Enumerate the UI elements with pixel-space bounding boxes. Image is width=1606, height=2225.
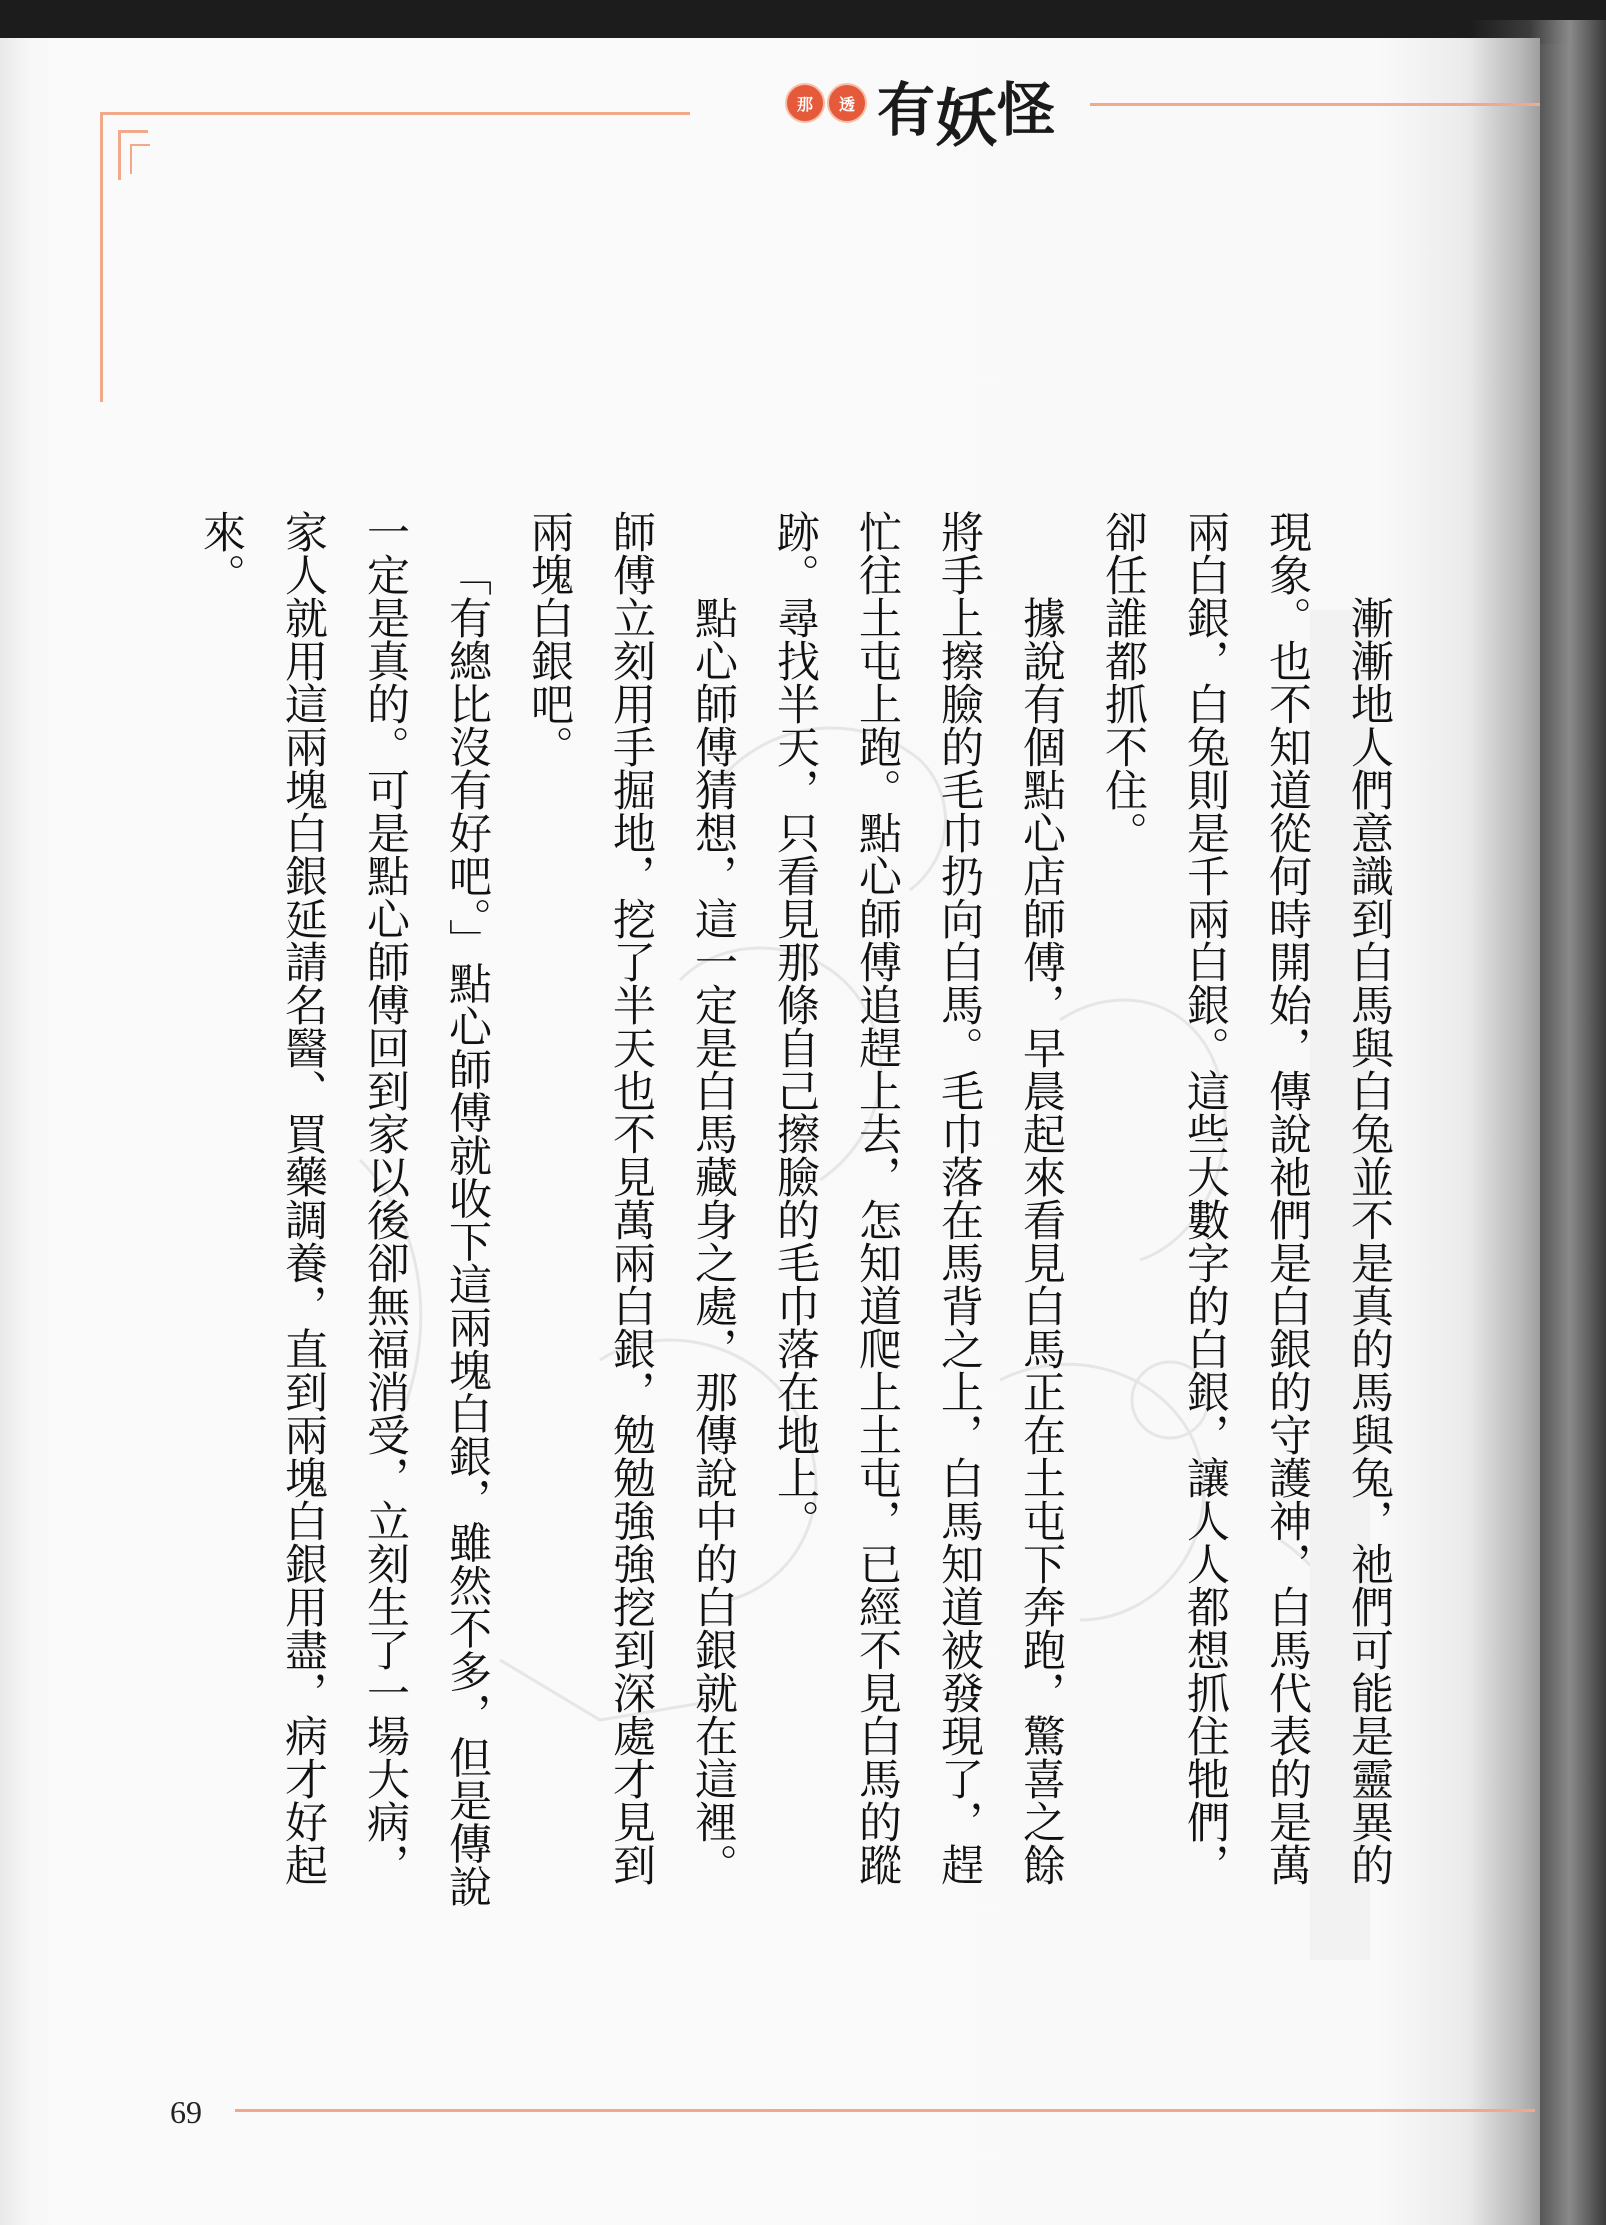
paragraph: 據說有個點心店師傅，早晨起來看見白馬正在土屯下奔跑，驚喜之餘將手上擦臉的毛巾扔向白馬。毛巾落在馬背之上，白馬知道被發現了，趕忙往土屯上跑。點心師傅追趕上去，怎知道爬上土屯，已經不見白馬的蹤跡。尋找半天，只看見那條自己擦臉的毛巾落在地上。 xyxy=(770,510,1066,1886)
header-frame-ornament xyxy=(118,130,148,133)
header-seal: 那 xyxy=(785,83,825,123)
header-frame-rule xyxy=(100,112,103,402)
header-right-rule xyxy=(1090,103,1540,106)
footer-rule xyxy=(235,2109,1535,2112)
running-header xyxy=(785,58,1056,155)
paragraph: 「有總比沒有好吧。」點心師傅就收下這兩塊白銀，雖然不多，但是傳說一定是真的。可是點心師傅回到家以後卻無福消受，立刻生了一場大病，家人就用這兩塊白銀延請名醫、買藥調養，直到兩塊白銀用盡，病才好起來。 xyxy=(196,510,492,1908)
header-title-char: 妖 xyxy=(935,81,998,155)
header-title xyxy=(877,59,1056,155)
header-title-char: 有 xyxy=(877,75,936,144)
header-title-char: 怪 xyxy=(997,75,1056,144)
body-text xyxy=(196,510,1410,1910)
header-frame-ornament xyxy=(130,144,132,174)
page-fold-shadow xyxy=(1470,20,1606,2225)
header-seal: 透 xyxy=(827,83,867,123)
paragraph: 點心師傅猜想，這一定是白馬藏身之處，那傳說中的白銀就在這裡。師傅立刻用手掘地，挖了半天也不見萬兩白銀，勉勉強強挖到深處才見到兩塊白銀吧。 xyxy=(524,510,738,1886)
header-frame-rule xyxy=(100,112,690,115)
page-number: 69 xyxy=(170,2094,202,2130)
header-frame-ornament xyxy=(130,144,150,146)
paragraph: 漸漸地人們意識到白馬與白兔並不是真的馬與兔，祂們可能是靈異的現象。也不知道從何時開始，傳說祂們是白銀的守護神，白馬代表的是萬兩白銀，白兔則是千兩白銀。這些大數字的白銀，讓人人都想抓住牠們，卻任誰都抓不住。 xyxy=(1098,510,1394,1886)
header-frame-ornament xyxy=(118,130,121,180)
